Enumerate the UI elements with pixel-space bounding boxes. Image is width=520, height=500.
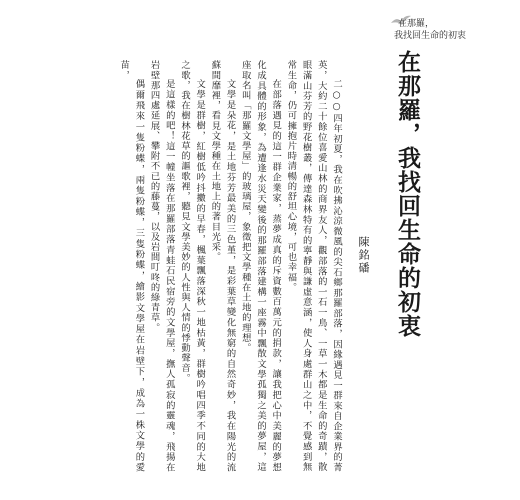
- paragraph-3: 文學是朵花，是土地芬芳最美的三色堇，是彩葉草變化無窮的自然奇妙，我在陽光的流蘇間靡裡，看見文學種在土地上的著目光采。: [209, 60, 236, 472]
- running-header: [394, 18, 466, 42]
- paragraph-6: 偶爾飛來一隻粉蝶，兩隻粉蝶，三隻粉蝶，繪影文學屋在岩壁下，成為一株文學的愛苗，: [118, 60, 145, 472]
- paragraph-4: 文學是群樹，紅樹低吟抖擻的早春，楓葉飄落深秋一地枯黃，群樹吟唱四季不同的大地之歌，我在樹林花草的謳歌裡，聽見文學美妙的人性與人情的悸動聲音。: [178, 60, 206, 472]
- running-header-subtitle: 我找回生命的初衷: [393, 31, 466, 41]
- author-name: 陳銘磻: [357, 236, 370, 275]
- running-header-title: 在那羅，: [397, 19, 434, 29]
- essay-body: [92, 60, 344, 472]
- essay-title: 在那羅，我找回生命的初衷: [394, 50, 420, 338]
- paragraph-5: 是這樣的吧！這一幢坐落在那羅部落青蛙石民宿旁的文學屋，撫人孤寂的靈魂，飛揚在岩壁那四處延展、攀附不已的藤蔓，以及岩間叮咚的綠青草。: [148, 60, 175, 472]
- paragraph-2: 在部落遇見的這一群企業家，蒸夢成真的斥資數百萬元的捐款，讓我把心中美麗的夢想化成具體的形象，為遭逢水災天變後的那羅部落建構一座霧中飄散文學孤獨之美的夢屋，這座取名叫「那羅文學屋」的玻璃屋，象徵把文學種在土地的理想。: [239, 60, 282, 472]
- paragraph-1: 二○○四年初夏，我在吹拂沁涼微風的尖石鄉那羅部落，因緣遇見一群來自企業界的菁英，大約二十餘位喜愛山林的商界友人，觀部落的一石一鳥、一草一木都是生命的奇蹟，散眼滿山芬芳的野花樹叢，傳達森林特有的寧靜與謙虛意涵，使人身處群山之中，不覺感到無常生命，仍可擁抱片時清暢的舒坦心境，可也幸福。: [285, 60, 342, 472]
